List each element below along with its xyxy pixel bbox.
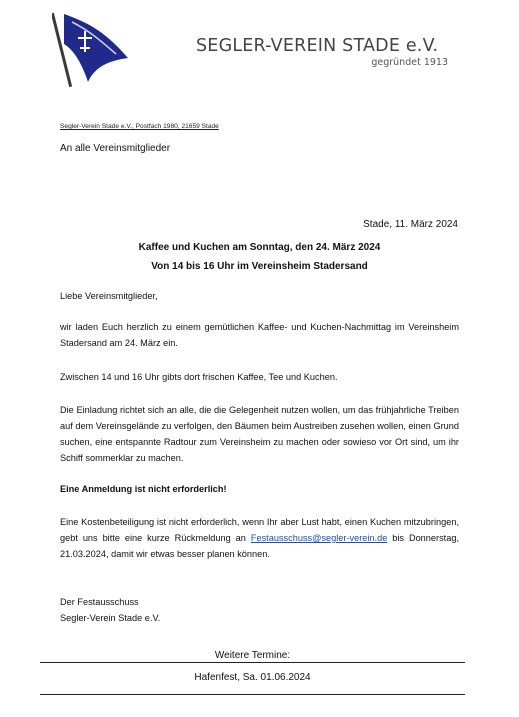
letter-title-line2: Von 14 bis 16 Uhr im Vereinsheim Stadersand: [151, 261, 368, 272]
pennant-logo: [52, 8, 132, 90]
divider-bottom: [40, 694, 465, 695]
paragraph-contribution: [60, 514, 459, 562]
signature-committee: Der Festausschuss: [60, 597, 139, 607]
email-link[interactable]: Festausschuss@segler-verein.de: [250, 533, 388, 543]
sender-address-line: Segler-Verein Stade e.V., Postfach 1980, 21659 Stade: [60, 123, 219, 130]
paragraph-no-registration: Eine Anmeldung ist nicht erforderlich!: [60, 484, 227, 494]
founded-year: gegründet 1913: [371, 57, 448, 68]
salutation: Liebe Vereinsmitglieder,: [60, 291, 158, 301]
signature-club: Segler-Verein Stade e.V.: [60, 613, 161, 623]
letter-date: Stade, 11. März 2024: [363, 219, 458, 230]
recipient: An alle Vereinsmitglieder: [60, 143, 171, 154]
paragraph-invitation: wir laden Euch herzlich zu einem gemütlichen Kaffee- und Kuchen-Nachmittag im Vereinsheim Stadersand am 24. März ein.: [60, 322, 459, 348]
paragraph-times: Zwischen 14 und 16 Uhr gibts dort frischen Kaffee, Tee und Kuchen.: [60, 372, 338, 382]
paragraph-audience: Die Einladung richtet sich an alle, die die Gelegenheit nutzen wollen, um das frühjahrliche Treiben auf dem Vereinsgelände zu verfolgen, den Bäumen beim Austreiben zusehen wollen, einen Grund suchen, eine entspannte Radtour zum Vereinsheim zu machen oder sowieso vor Ort sind, um ihr Schiff sommerklar zu machen.: [60, 405, 459, 463]
paragraph-contribution-text-end: bis Donnerstag, 21.03.2024, damit wir etwas besser planen können.: [60, 533, 459, 559]
event-item: Hafenfest, Sa. 01.06.2024: [194, 672, 311, 683]
events-heading: Weitere Termine:: [214, 650, 291, 661]
letter-title-line1: Kaffee und Kuchen am Sonntag, den 24. März 2024: [138, 242, 381, 253]
paragraph-contribution-text-start: Eine Kostenbeteiligung ist nicht erforderlich, wenn Ihr aber Lust habt, einen Kuchen mitzubringen, gebt uns bitte eine kurze Rückmeldung an: [60, 517, 459, 543]
organization-name: SEGLER-VEREIN STADE e.V.: [196, 36, 439, 56]
divider-top: [40, 662, 465, 663]
